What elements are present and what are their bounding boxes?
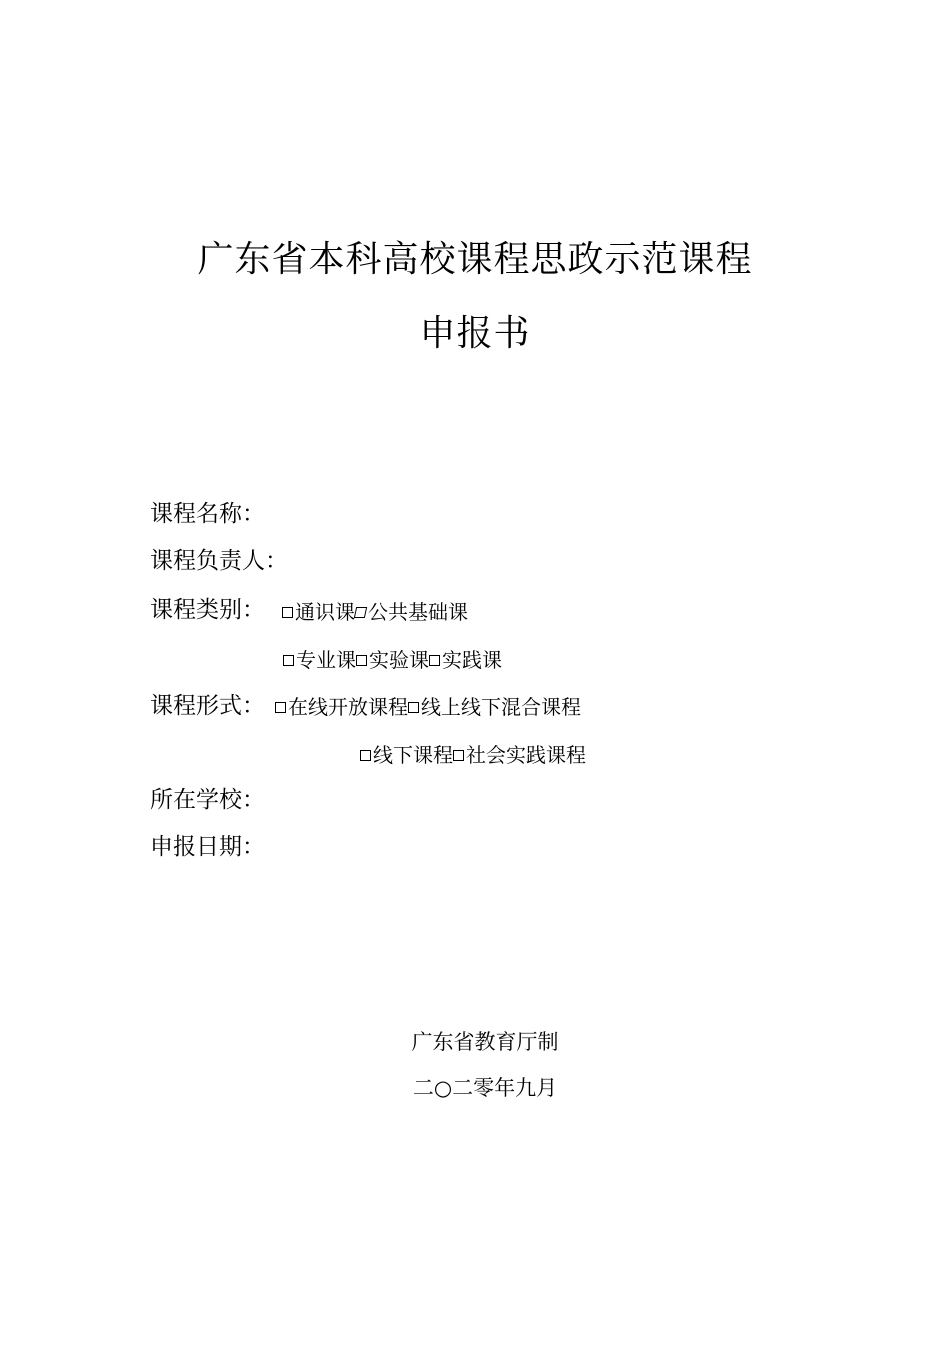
apply-date-label: 申报日期： — [150, 834, 265, 860]
page-title: 广东省本科高校课程思政示范课程 — [197, 239, 753, 280]
issuer-text: 广东省教育厅制 — [411, 1030, 559, 1054]
course-category-options-row2 — [283, 645, 502, 675]
issue-date-text: 二○二零年九月 — [412, 1076, 558, 1100]
school-label: 所在学校： — [150, 787, 265, 813]
course-leader-label: 课程负责人： — [150, 548, 288, 574]
checkbox-icon[interactable] — [282, 607, 293, 618]
checkbox-icon[interactable] — [408, 702, 419, 713]
checkbox-icon[interactable] — [356, 655, 367, 666]
option-offline-course[interactable]: 线下课程 — [360, 743, 453, 767]
option-social-practice-course[interactable]: 社会实践课程 — [453, 743, 586, 767]
option-online-open-course[interactable]: 在线开放课程 — [275, 695, 408, 719]
course-form-label: 课程形式： — [150, 693, 265, 719]
option-major-course[interactable]: 专业课 — [283, 648, 356, 672]
course-form-options-row2 — [360, 740, 586, 770]
checkbox-icon[interactable] — [453, 750, 464, 761]
option-blended-course[interactable]: 线上线下混合课程 — [408, 695, 581, 719]
checkbox-icon[interactable] — [275, 702, 286, 713]
course-form-options-row1 — [275, 692, 581, 722]
option-public-basic-course[interactable]: 公共基础课 — [355, 600, 468, 624]
checkbox-icon[interactable] — [283, 655, 294, 666]
option-general-course[interactable]: 通识课 — [282, 600, 355, 624]
checkbox-icon[interactable] — [429, 655, 440, 666]
option-practice-course[interactable]: 实践课 — [429, 648, 502, 672]
checkbox-icon[interactable] — [354, 607, 367, 618]
checkbox-icon[interactable] — [360, 750, 371, 761]
course-category-label: 课程类别： — [150, 597, 265, 623]
option-lab-course[interactable]: 实验课 — [356, 648, 429, 672]
course-name-label: 课程名称： — [150, 501, 265, 527]
page-subtitle: 申报书 — [419, 313, 531, 354]
course-category-options-row1 — [282, 597, 468, 627]
